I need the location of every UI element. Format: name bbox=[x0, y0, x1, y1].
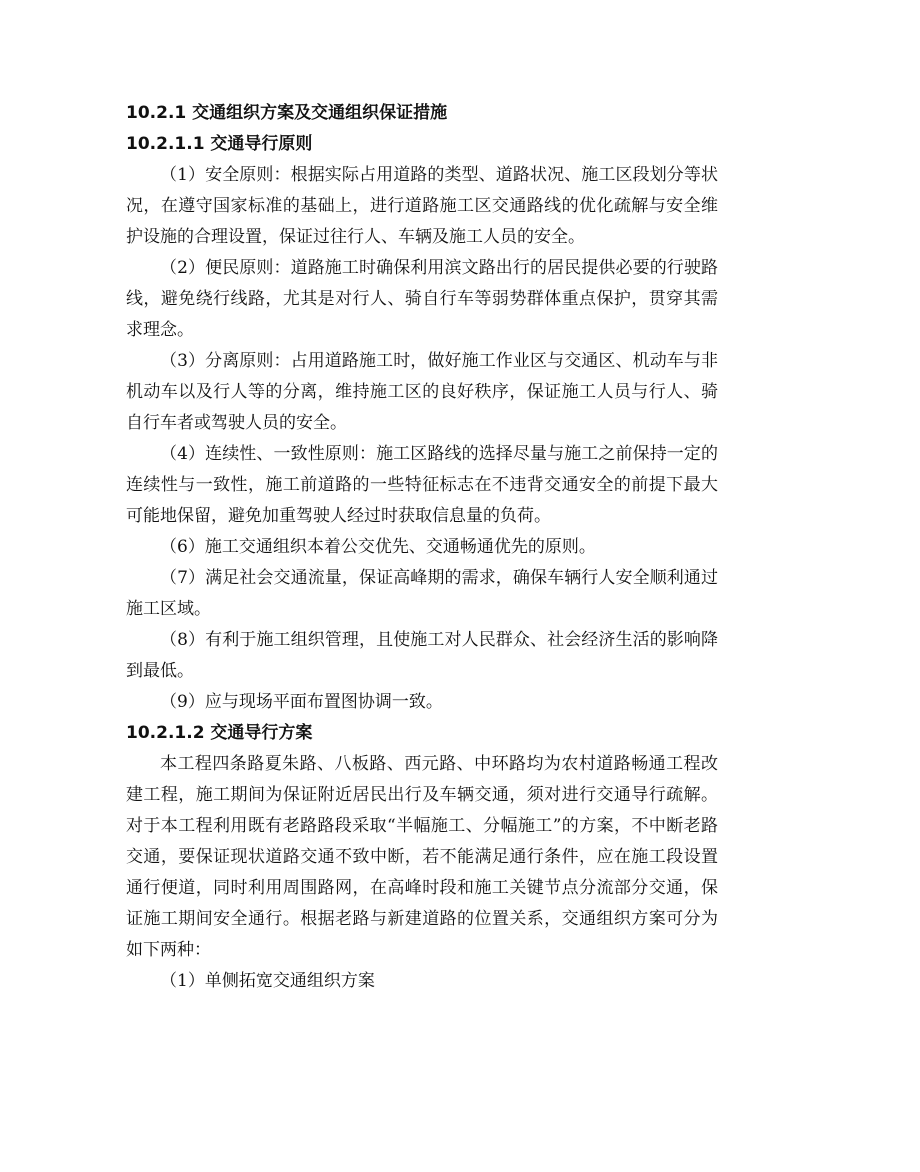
principle-paragraph-separation: （3）分离原则：占用道路施工时，做好施工作业区与交通区、机动车与非机动车以及行人等的分离，维持施工区的良好秩序，保证施工人员与行人、骑自行车者或驾驶人员的安全。 bbox=[126, 351, 718, 433]
principle-paragraph-continuity: （4）连续性、一致性原则：施工区路线的选择尽量与施工之前保持一定的连续性与一致性，施工前道路的一些特征标志在不违背交通安全的前提下最大可能地保留，避免加重驾驶人经过时获取信息量的负荷。 bbox=[126, 444, 718, 526]
principle-paragraph-transit-priority: （6）施工交通组织本着公交优先、交通畅通优先的原则。 bbox=[160, 537, 596, 557]
principle-paragraph-convenience: （2）便民原则：道路施工时确保利用滨文路出行的居民提供必要的行驶路线，避免绕行线路，尤其是对行人、骑自行车等弱势群体重点保护，贯穿其需求理念。 bbox=[126, 258, 718, 340]
plan-intro-paragraph: 本工程四条路夏朱路、八板路、西元路、中环路均为农村道路畅通工程改建工程，施工期间为保证附近居民出行及车辆交通，须对进行交通导行疏解。对于本工程利用既有老路路段采取“半幅施工、分幅施工”的方案，不中断老路交通，要保证现状道路交通不致中断，若不能满足通行条件，应在施工段设置通行便道，同时利用周围路网，在高峰时段和施工关键节点分流部分交通，保证施工期间安全通行。根据老路与新建道路的位置关系，交通组织方案可分为如下两种： bbox=[126, 754, 718, 960]
principle-paragraph-traffic-flow: （7）满足社会交通流量，保证高峰期的需求，确保车辆行人安全顺利通过施工区域。 bbox=[126, 568, 718, 619]
document-page bbox=[126, 98, 718, 997]
plan-item-single-side-widening: （1）单侧拓宽交通组织方案 bbox=[160, 971, 375, 991]
subsection-heading-10-2-1-1: 10.2.1.1 交通导行原则 bbox=[126, 134, 313, 154]
principle-paragraph-safety: （1）安全原则：根据实际占用道路的类型、道路状况、施工区段划分等状况，在遵守国家标准的基础上，进行道路施工区交通路线的优化疏解与安全维护设施的合理设置，保证过往行人、车辆及施工人员的安全。 bbox=[126, 165, 718, 247]
principle-paragraph-layout-consistency: （9）应与现场平面布置图协调一致。 bbox=[160, 692, 443, 712]
subsection-heading-10-2-1-2: 10.2.1.2 交通导行方案 bbox=[126, 723, 313, 743]
section-heading-10-2-1: 10.2.1 交通组织方案及交通组织保证措施 bbox=[126, 103, 448, 123]
principle-paragraph-management: （8）有利于施工组织管理，且使施工对人民群众、社会经济生活的影响降到最低。 bbox=[126, 630, 718, 681]
